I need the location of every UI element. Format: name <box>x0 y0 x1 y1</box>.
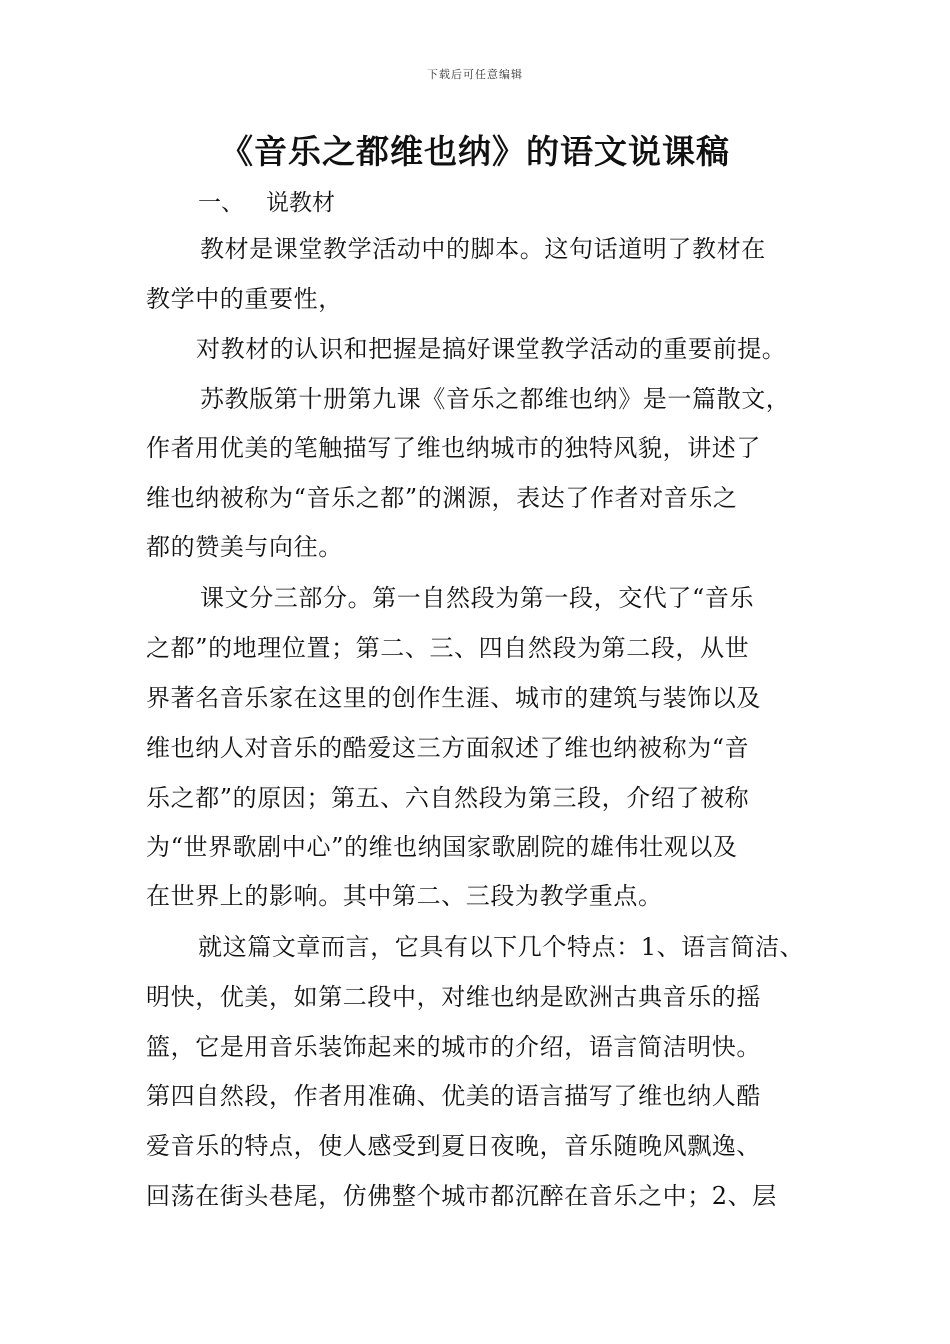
body-line: 回荡在街头巷尾，仿佛整个城市都沉醉在音乐之中；2、层 <box>146 1182 777 1210</box>
body-line: 课文分三部分。第一自然段为第一段，交代了“音乐 <box>200 584 755 612</box>
body-line: 明快，优美，如第二段中，对维也纳是欧洲古典音乐的摇 <box>146 983 761 1011</box>
body-line: 之都”的地理位置；第二、三、四自然段为第二段，从世 <box>146 634 750 662</box>
body-line: 爱音乐的特点，使人感受到夏日夜晚，音乐随晚风飘逸、 <box>146 1132 761 1160</box>
body-line: 乐之都”的原因；第五、六自然段为第三段，介绍了被称 <box>146 784 750 812</box>
body-line: 作者用优美的笔触描写了维也纳城市的独特风貌，讲述了 <box>146 434 761 462</box>
body-line: 第四自然段，作者用准确、优美的语言描写了维也纳人酷 <box>146 1082 761 1110</box>
body-line: 在世界上的影响。其中第二、三段为教学重点。 <box>146 882 663 910</box>
body-line: 都的赞美与向往。 <box>146 533 343 561</box>
body-line: 为“世界歌剧中心”的维也纳国家歌剧院的雄伟壮观以及 <box>146 833 738 861</box>
body-line: 教材是课堂教学活动中的脚本。这句话道明了教材在 <box>200 235 766 263</box>
page-header-note: 下载后可任意编辑 <box>427 68 523 81</box>
body-line: 对教材的认识和把握是搞好课堂教学活动的重要前提。 <box>196 335 787 363</box>
section-label: 说教材 <box>266 190 335 216</box>
body-line: 界著名音乐家在这里的创作生涯、城市的建筑与装饰以及 <box>146 684 761 712</box>
body-line: 篮，它是用音乐装饰起来的城市的介绍，语言简洁明快。 <box>146 1033 761 1061</box>
section-heading <box>198 184 335 217</box>
body-line: 教学中的重要性， <box>146 285 343 313</box>
body-line: 维也纳人对音乐的酷爱这三方面叙述了维也纳被称为“音 <box>146 734 750 762</box>
document-title: 《音乐之都维也纳》的语文说课稿 <box>220 132 730 171</box>
body-line: 就这篇文章而言，它具有以下几个特点：1、语言简洁、 <box>198 933 805 961</box>
body-line: 维也纳被称为“音乐之都”的渊源，表达了作者对音乐之 <box>146 484 738 512</box>
section-number: 一、 <box>198 190 244 216</box>
body-line: 苏教版第十册第九课《音乐之都维也纳》是一篇散文， <box>200 385 791 413</box>
